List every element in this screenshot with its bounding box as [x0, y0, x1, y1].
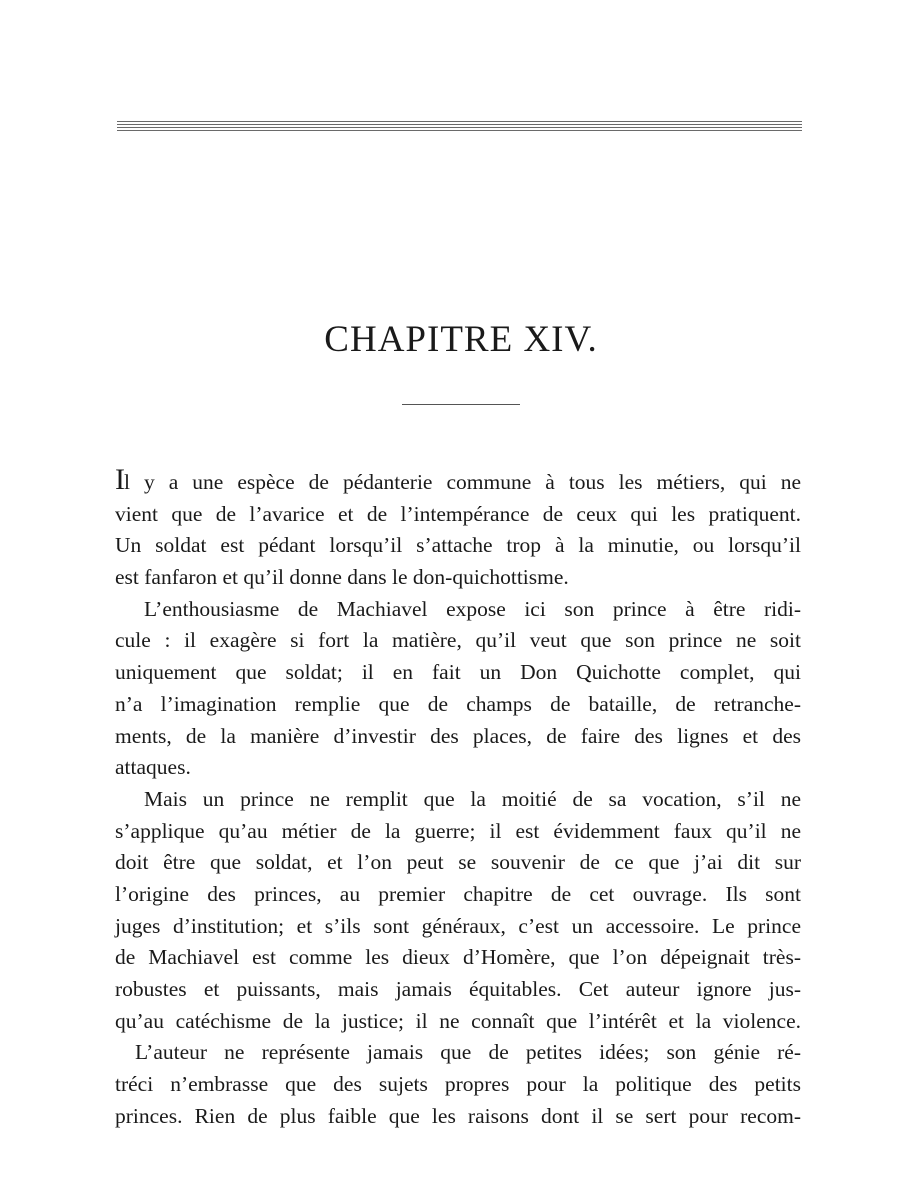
text-line [115, 463, 801, 499]
text-line: Mais un prince ne remplit que la moitié de sa vocation, s’il ne [144, 786, 801, 811]
text-line: cule : il exagère si fort la matière, qu’il veut que son prince ne soit [115, 628, 801, 653]
body-text [115, 463, 801, 1132]
text-line: s’applique qu’au métier de la guerre; il est évidemment faux qu’il ne [115, 818, 801, 843]
text-line: princes. Rien de plus faible que les raisons dont il se sert pour recom- [115, 1103, 801, 1128]
text-line: L’auteur ne représente jamais que de petites idées; son génie ré- [135, 1040, 801, 1065]
text-line: de Machiavel est comme les dieux d’Homère, que l’on dépeignait très- [115, 945, 801, 970]
chapter-title: CHAPITRE XIV. [324, 319, 598, 360]
text-line: Un soldat est pédant lorsqu’il s’attache trop à la minutie, ou lorsqu’il [115, 533, 801, 558]
text-line: tréci n’embrasse que des sujets propres pour la politique des petits [115, 1072, 801, 1097]
text-line-content: l y a une espèce de pédanterie commune à tous les métiers, qui ne [124, 470, 801, 494]
text-line: n’a l’imagination remplie que de champs de bataille, de retranche- [115, 691, 801, 716]
text-line: l’origine des princes, au premier chapitre de cet ouvrage. Ils sont [115, 881, 801, 906]
text-line: doit être que soldat, et l’on peut se souvenir de ce que j’ai dit sur [115, 850, 801, 875]
title-underline-rule [402, 404, 520, 405]
header-double-rule [117, 121, 802, 131]
text-line: L’enthousiasme de Machiavel expose ici son prince à être ridi- [144, 596, 801, 621]
text-line: vient que de l’avarice et de l’intempérance de ceux qui les pratiquent. [115, 501, 801, 526]
text-line: uniquement que soldat; il en fait un Don Quichotte complet, qui [115, 660, 801, 685]
text-line: ments, de la manière d’investir des places, de faire des lignes et des [115, 723, 801, 748]
drop-cap-letter: I [115, 463, 124, 496]
text-line: robustes et puissants, mais jamais équitables. Cet auteur ignore jus- [115, 977, 801, 1001]
text-line: juges d’institution; et s’ils sont généraux, c’est un accessoire. Le prince [115, 913, 801, 938]
text-line: attaques. [115, 755, 191, 780]
text-line: est fanfaron et qu’il donne dans le don-quichottisme. [115, 565, 569, 590]
text-line: qu’au catéchisme de la justice; il ne connaît que l’intérêt et la violence. [115, 1008, 801, 1033]
